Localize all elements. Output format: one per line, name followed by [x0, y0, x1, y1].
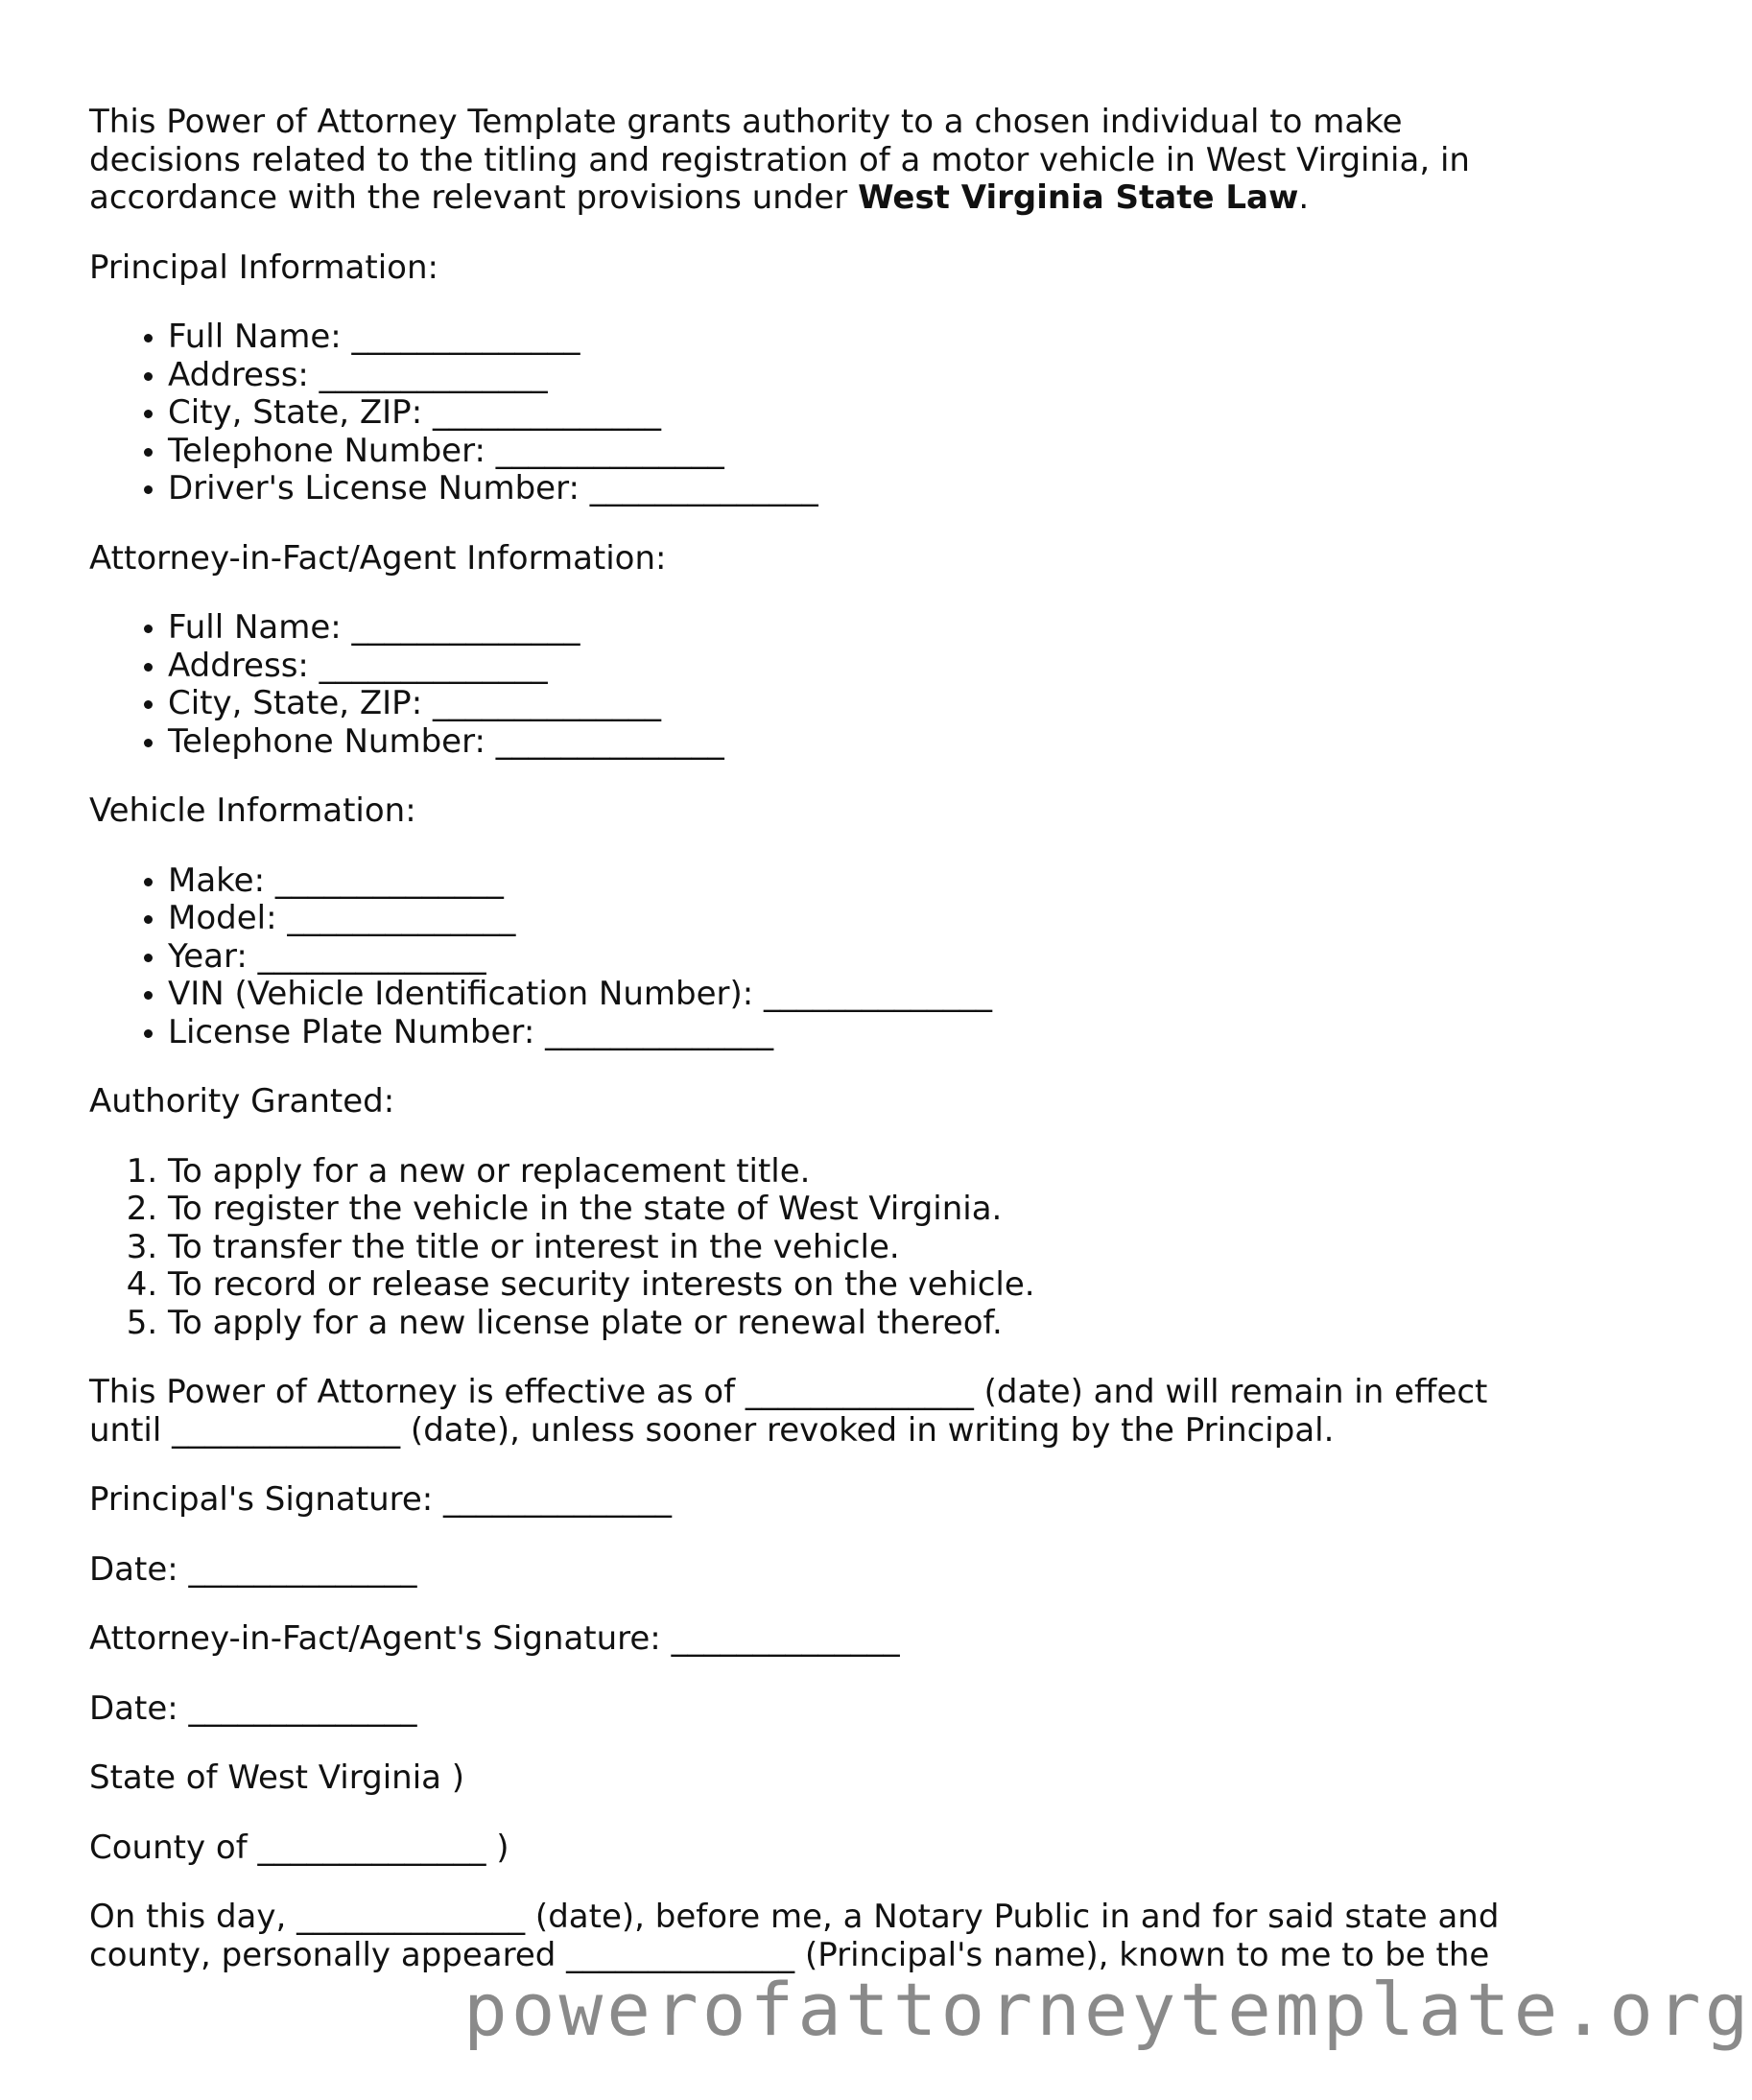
vehicle-list — [89, 862, 1548, 1052]
agent-signature-line: Attorney-in-Fact/Agent's Signature: ______________ — [89, 1619, 900, 1658]
principal-address: • Address: ______________ — [168, 357, 1548, 395]
authority-item: 2. To register the vehicle in the state of West Virginia. — [168, 1191, 1548, 1229]
agent-address: • Address: ______________ — [168, 648, 1548, 686]
agent-heading: Attorney-in-Fact/Agent Information: — [89, 538, 667, 578]
agent-telephone: • Telephone Number: ______________ — [168, 723, 1548, 762]
authority-list — [89, 1153, 1548, 1343]
vehicle-year: • Year: ______________ — [168, 938, 1548, 977]
vehicle-model: • Model: ______________ — [168, 900, 1548, 938]
notary-county-line: County of ______________ ) — [89, 1828, 509, 1867]
vehicle-heading: Vehicle Information: — [89, 791, 416, 830]
agent-list — [89, 609, 1548, 761]
principal-full-name: • Full Name: ______________ — [168, 319, 1548, 357]
document-body — [89, 104, 1548, 2006]
authority-item: 1. To apply for a new or replacement title. — [168, 1153, 1548, 1192]
intro-period: . — [1298, 178, 1310, 217]
intro-paragraph — [89, 104, 1548, 218]
agent-date-line: Date: ______________ — [89, 1688, 417, 1728]
authority-item: 3. To transfer the title or interest in the vehicle. — [168, 1229, 1548, 1267]
authority-item: 5. To apply for a new license plate or renewal thereof. — [168, 1305, 1548, 1343]
agent-full-name: • Full Name: ______________ — [168, 609, 1548, 648]
principal-city-state-zip: • City, State, ZIP: ______________ — [168, 394, 1548, 433]
principal-drivers-license: • Driver's License Number: ______________ — [168, 470, 1548, 508]
vehicle-vin: • VIN (Vehicle Identification Number): ______________ — [168, 976, 1548, 1014]
intro-bold-law: West Virginia State Law — [858, 178, 1299, 217]
intro-text: This Power of Attorney Template grants authority to a chosen individual to make decisions related to the titling and registration of a motor vehicle in West Virginia, in accordance with the relevant provisions under — [89, 103, 1470, 217]
notary-paragraph: On this day, ______________ (date), before me, a Notary Public in and for said state and county, personally appeared ______________ (Principal's name), known to me to be the — [89, 1898, 1500, 1974]
vehicle-license-plate: • License Plate Number: ______________ — [168, 1014, 1548, 1052]
agent-city-state-zip: • City, State, ZIP: ______________ — [168, 685, 1548, 723]
principal-telephone: • Telephone Number: ______________ — [168, 433, 1548, 471]
notary-state-line: State of West Virginia ) — [89, 1758, 465, 1797]
site-watermark: powerofattorneytemplate.org — [463, 1967, 1752, 2052]
principal-list — [89, 319, 1548, 508]
principal-date-line: Date: ______________ — [89, 1549, 417, 1589]
effective-paragraph: This Power of Attorney is effective as of ______________ (date) and will remain in effect until ______________ (date), unless sooner revoked in writing by the Principal. — [89, 1373, 1488, 1450]
authority-heading: Authority Granted: — [89, 1082, 395, 1121]
principal-heading: Principal Information: — [89, 248, 438, 287]
authority-item: 4. To record or release security interests on the vehicle. — [168, 1266, 1548, 1305]
principal-signature-line: Principal's Signature: ______________ — [89, 1480, 673, 1519]
vehicle-make: • Make: ______________ — [168, 862, 1548, 901]
